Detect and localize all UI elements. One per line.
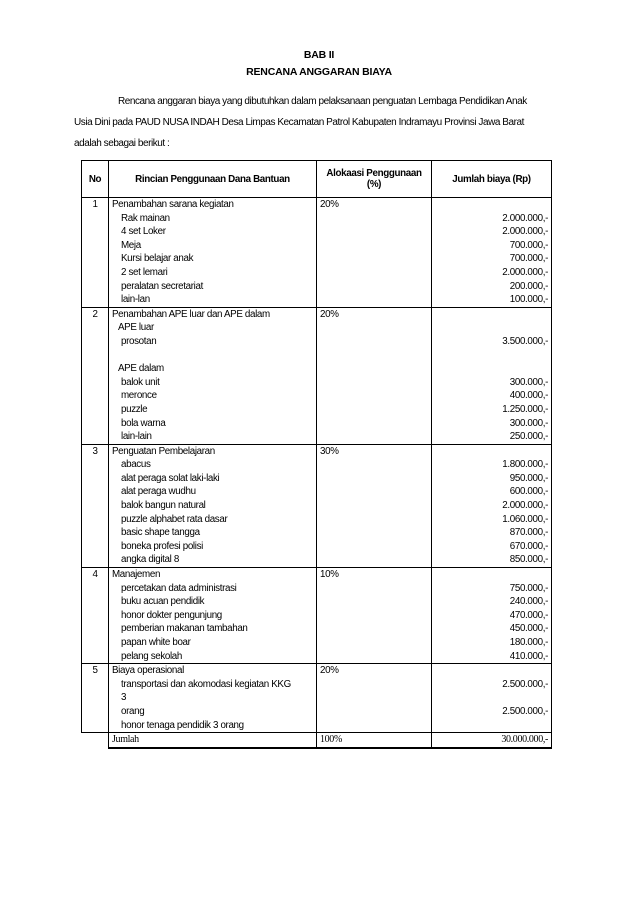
total-row <box>82 733 552 748</box>
item-label: alat peraga solat laki-laki <box>121 472 220 484</box>
item-amount: 2.000.000,- <box>502 500 548 512</box>
row-description <box>109 307 317 444</box>
table-body <box>82 198 552 733</box>
row-number: 5 <box>82 664 109 733</box>
item-label: Meja <box>121 239 141 251</box>
item-label: APE luar <box>118 322 154 334</box>
item-amount: 2.000.000,- <box>502 226 548 238</box>
item-amount: 1.250.000,- <box>502 403 548 415</box>
section-heading: Penambahan APE luar dan APE dalam <box>112 308 270 320</box>
item-label: honor tenaga pendidik 3 orang <box>121 719 244 731</box>
item-amount: 400.000,- <box>509 390 548 402</box>
total-percent: 100% <box>317 733 432 748</box>
item-label: orang <box>121 705 145 717</box>
page-title: RENCANA ANGGARAN BIAYA <box>246 66 392 78</box>
row-amounts <box>432 198 552 308</box>
row-description <box>109 664 317 733</box>
chapter-heading: BAB II <box>303 49 335 61</box>
item-label: pelang sekolah <box>121 650 183 662</box>
total-no-cell <box>82 733 109 748</box>
header-description: Rincian Penggunaan Dana Bantuan <box>109 161 317 198</box>
item-label: APE dalam <box>118 363 164 375</box>
item-amount: 750.000,- <box>509 582 548 594</box>
item-amount: 600.000,- <box>509 486 548 498</box>
row-amounts <box>432 664 552 733</box>
item-amount: 470.000,- <box>509 609 548 621</box>
item-label: angka digital 8 <box>121 554 179 566</box>
section-heading: Manajemen <box>112 569 161 581</box>
item-label: prosotan <box>121 335 157 347</box>
row-number: 3 <box>82 444 109 567</box>
item-label: Rak mainan <box>121 212 170 224</box>
item-label: puzzle alphabet rata dasar <box>121 513 228 525</box>
item-label: basic shape tangga <box>121 527 200 539</box>
table-row <box>82 198 552 308</box>
item-amount <box>435 691 548 705</box>
row-amounts <box>432 444 552 567</box>
item-amount <box>435 568 548 582</box>
row-amounts <box>432 568 552 664</box>
row-allocation: 20% <box>317 307 432 444</box>
item-label: lain-lain <box>121 431 152 443</box>
item-amount <box>435 321 548 335</box>
row-allocation: 20% <box>317 664 432 733</box>
item-label: honor dokter pengunjung <box>121 609 222 621</box>
item-amount: 870.000,- <box>509 527 548 539</box>
budget-table <box>81 160 552 749</box>
item-amount: 240.000,- <box>509 596 548 608</box>
item-amount: 250.000,- <box>509 431 548 443</box>
item-label: transportasi dan akomodasi kegiatan KKG <box>121 678 291 690</box>
table-row <box>82 307 552 444</box>
table-row <box>82 664 552 733</box>
section-heading: Biaya operasional <box>112 665 184 677</box>
table-row <box>82 444 552 567</box>
item-amount <box>435 362 548 376</box>
item-amount: 700.000,- <box>509 239 548 251</box>
row-allocation: 10% <box>317 568 432 664</box>
item-label: abacus <box>121 459 151 471</box>
item-amount <box>435 664 548 678</box>
item-amount: 3.500.000,- <box>502 335 548 347</box>
item-amount: 670.000,- <box>509 540 548 552</box>
item-label: Kursi belajar anak <box>121 253 194 265</box>
intro-line-3: adalah sebagai berikut : <box>74 138 170 149</box>
item-label: papan white boar <box>121 637 191 648</box>
item-amount: 300.000,- <box>509 417 548 429</box>
item-amount: 410.000,- <box>509 650 548 662</box>
item-label: balok unit <box>121 376 160 388</box>
item-amount: 180.000,- <box>509 637 548 648</box>
item-label: lain-lan <box>121 294 150 306</box>
item-amount: 200.000,- <box>509 280 548 292</box>
item-label: balok bangun natural <box>121 500 206 512</box>
item-amount: 950.000,- <box>509 472 548 484</box>
row-description <box>109 568 317 664</box>
item-label: alat peraga wudhu <box>121 486 196 498</box>
row-amounts <box>432 307 552 444</box>
item-label: bola warna <box>121 417 166 429</box>
intro-line-2: Usia Dini pada PAUD NUSA INDAH Desa Limpas Kecamatan Patrol Kabupaten Indramayu Provinsi Jawa Barat <box>74 117 524 128</box>
item-label: 4 set Loker <box>121 226 166 238</box>
item-amount <box>435 308 548 322</box>
item-amount: 2.000.000,- <box>502 212 548 224</box>
row-description <box>109 444 317 567</box>
item-amount: 300.000,- <box>509 376 548 388</box>
item-amount: 2.500.000,- <box>502 705 548 717</box>
item-amount <box>435 719 548 733</box>
table-header-row <box>82 161 552 198</box>
section-heading: Penambahan sarana kegiatan <box>112 199 234 210</box>
section-heading: Penguatan Pembelajaran <box>112 445 215 457</box>
header-no: No <box>82 161 109 198</box>
row-number: 2 <box>82 307 109 444</box>
row-number: 4 <box>82 568 109 664</box>
header-amount: Jumlah biaya (Rp) <box>432 161 552 198</box>
row-allocation: 30% <box>317 444 432 567</box>
item-label: boneka profesi polisi <box>121 540 203 552</box>
item-label: peralatan secretariat <box>121 280 203 292</box>
row-description <box>109 198 317 308</box>
item-label: meronce <box>121 390 157 402</box>
item-label <box>112 349 313 363</box>
item-amount: 1.800.000,- <box>502 459 548 471</box>
item-amount: 2.500.000,- <box>502 678 548 690</box>
item-amount <box>435 349 548 363</box>
total-label: Jumlah <box>109 733 317 748</box>
item-amount: 1.060.000,- <box>502 513 548 525</box>
row-allocation: 20% <box>317 198 432 308</box>
item-amount: 2.000.000,- <box>502 266 548 278</box>
item-amount <box>435 445 548 459</box>
item-label: 3 <box>121 692 127 704</box>
item-label: pemberian makanan tambahan <box>121 623 248 635</box>
item-amount: 450.000,- <box>509 623 548 635</box>
row-number: 1 <box>82 198 109 308</box>
item-label: percetakan data administrasi <box>121 582 237 594</box>
item-label: puzzle <box>121 403 148 415</box>
header-allocation: Alokaasi Penggunaan (%) <box>317 161 432 198</box>
item-amount: 850.000,- <box>509 554 548 566</box>
total-amount: 30.000.000,- <box>432 733 552 748</box>
item-label: buku acuan pendidik <box>121 596 205 608</box>
item-label: 2 set lemari <box>121 266 168 278</box>
item-amount: 100.000,- <box>509 294 548 306</box>
item-amount: 700.000,- <box>509 253 548 265</box>
intro-line-1: Rencana anggaran biaya yang dibutuhkan dalam pelaksanaan penguatan Lembaga Pendidikan Anak <box>118 96 527 107</box>
table-row <box>82 568 552 664</box>
item-amount <box>435 198 548 212</box>
